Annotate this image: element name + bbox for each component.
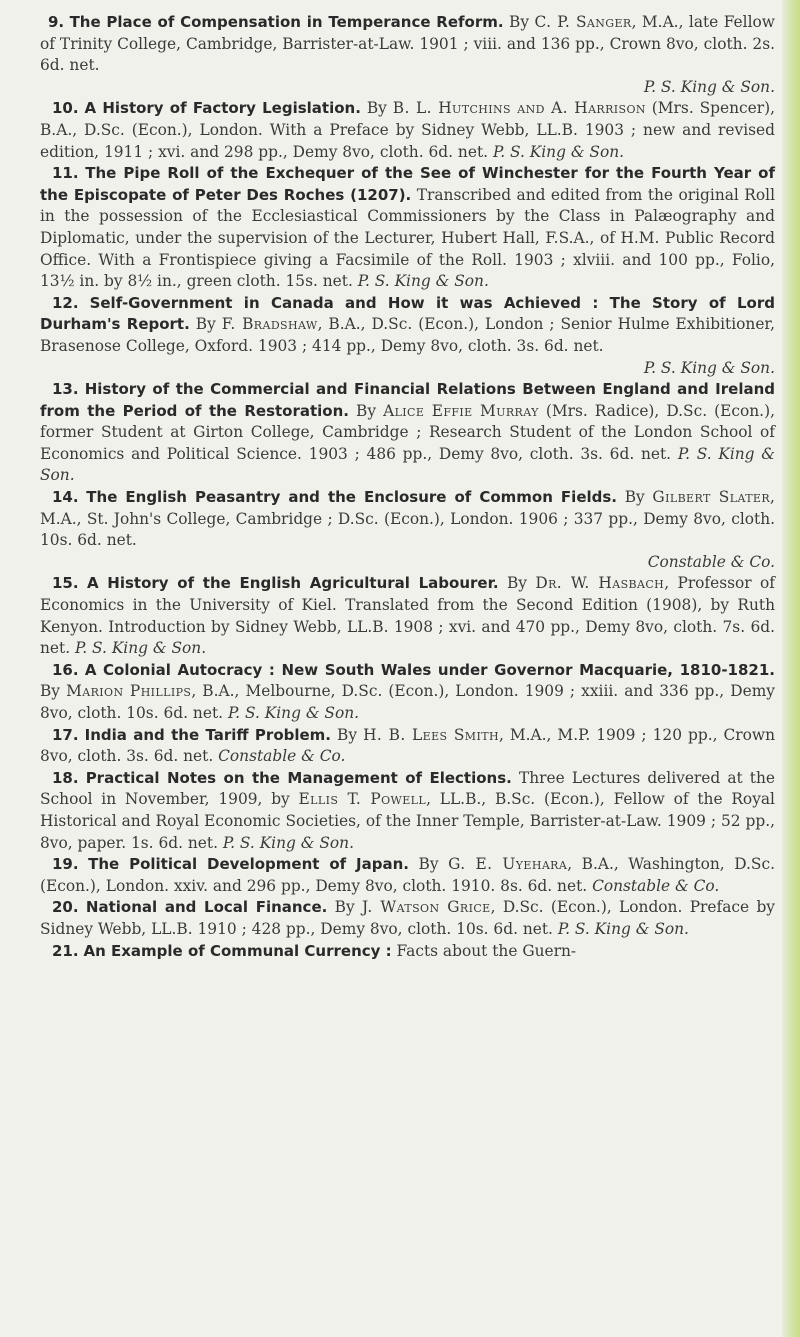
entry-publisher: P. S. King & Son. bbox=[357, 272, 489, 291]
entry-by: By bbox=[40, 682, 61, 701]
entry-number: 16. bbox=[52, 660, 79, 679]
entry-number: 19. bbox=[52, 855, 79, 874]
entry-details: , LL.B., B.Sc. (Econ.), Fellow of the Royal Historical and Royal Economic Societies, of the Inner Temple, Barrister-at-Law. 1909 ; 52 pp., 8vo, paper. 1s. 6d. net. bbox=[40, 790, 775, 852]
entry-author: F. Bradshaw bbox=[221, 315, 318, 334]
entry-publisher: P. S. King & Son. bbox=[40, 444, 775, 485]
entry-21 bbox=[40, 941, 775, 963]
entry-by: By bbox=[348, 401, 377, 420]
entry-details: (Mrs. Spencer), B.A., D.Sc. (Econ.), London. With a Preface by Sidney Webb, LL.B. 1903 ; new and revised edition, 1911 ; xvi. and 298 pp., Demy 8vo, cloth. 6d. net. bbox=[40, 99, 775, 161]
entry-number: 14. bbox=[52, 488, 79, 507]
entry-title: A History of the English Agricultural Labourer. bbox=[86, 574, 499, 593]
entry-number: 18. bbox=[52, 768, 79, 787]
entry-details: , B.A., D.Sc. (Econ.), London ; Senior Hulme Exhibitioner, Brasenose College, Oxford. 1903 ; 414 pp., Demy 8vo, cloth. 3s. 6d. net. bbox=[40, 315, 775, 355]
entry-number: 10. bbox=[52, 99, 79, 118]
entry-title: History of the Commercial and Financial Relations Between England and Ireland from the Period of the Restoration. bbox=[40, 380, 775, 420]
entry-title: Self-Government in Canada and How it was Achieved : The Story of Lord Durham's Report. bbox=[40, 293, 775, 334]
entry-20 bbox=[40, 897, 775, 940]
entry-details: Transcribed and edited from the original Roll in the possession of the Ecclesiastical Commissioners by the Class in Palæography and Diplomatic, under the supervision of the Lecturer, Hubert Hall, F.S.A., of H.M. Public Record Office. With a Frontispiece giving a Facsimile of the Roll. 1903 ; xlviii. and 100 pp., Folio, 13½ in. by 8½ in., green cloth. 15s. net. bbox=[40, 185, 775, 291]
entry-author: Marion Phillips bbox=[66, 682, 192, 701]
entry-number: 21. bbox=[52, 941, 79, 960]
entry-number: 17. bbox=[52, 725, 79, 744]
entry-title: The Political Development of Japan. bbox=[88, 855, 409, 874]
entry-by: By bbox=[498, 574, 527, 593]
entry-by: By bbox=[331, 725, 358, 744]
entry-by: By bbox=[617, 488, 645, 507]
entry-title: Practical Notes on the Management of Elections. bbox=[85, 768, 512, 787]
entry-author: Gilbert Slater bbox=[652, 488, 771, 507]
entry-title: An Example of Communal Currency : bbox=[83, 941, 392, 960]
entry-number: 15. bbox=[52, 574, 79, 593]
entry-details: , D.Sc. (Econ.), London. Preface by Sidney Webb, LL.B. 1910 ; 428 pp., Demy 8vo, cloth. 10s. 6d. net. bbox=[40, 898, 775, 938]
entry-by: By bbox=[327, 898, 355, 917]
entry-publisher: P. S. King & Son. bbox=[75, 639, 207, 658]
entry-19 bbox=[40, 854, 775, 897]
entry-10 bbox=[40, 98, 775, 163]
publication-list bbox=[40, 12, 775, 962]
entry-publisher: P. S. King & Son. bbox=[643, 358, 775, 377]
entry-publisher: Constable & Co. bbox=[218, 747, 346, 766]
entry-by: By bbox=[503, 13, 530, 31]
entry-9 bbox=[40, 12, 775, 98]
entry-by: By bbox=[408, 855, 439, 874]
entry-author: G. E. Uyehara bbox=[448, 855, 568, 874]
entry-14 bbox=[40, 487, 775, 573]
entry-author: Alice Effie Murray bbox=[383, 401, 539, 420]
entry-details: , M.A., M.P. 1909 ; 120 pp., Crown 8vo, cloth. 3s. 6d. net. bbox=[40, 725, 775, 766]
entry-18 bbox=[40, 768, 775, 854]
entry-number: 13. bbox=[52, 380, 79, 399]
entry-title: The Pipe Roll of the Exchequer of the See of Winchester for the Fourth Year of the Episcopate of Peter Des Roches (1207). bbox=[40, 164, 775, 204]
entry-details-pre: Three Lectures delivered at the School in November, 1909, by bbox=[40, 768, 775, 809]
entry-title: The English Peasantry and the Enclosure of Common Fields. bbox=[86, 488, 617, 507]
entry-publisher: P. S. King & Son. bbox=[227, 704, 360, 722]
entry-publisher: P. S. King & Son. bbox=[643, 77, 775, 96]
entry-author: B. L. Hutchins and A. Harrison bbox=[392, 99, 646, 118]
entry-title: A Colonial Autocracy : New South Wales under Governor Macquarie, 1810-1821. bbox=[84, 660, 775, 679]
entry-15 bbox=[40, 573, 775, 659]
entry-11 bbox=[40, 163, 775, 293]
entry-author: J. Watson Grice bbox=[362, 898, 491, 917]
entry-publisher: P. S. King & Son. bbox=[557, 919, 689, 938]
page-edge bbox=[782, 0, 800, 1337]
entry-17 bbox=[40, 725, 775, 768]
entry-title: India and the Tariff Problem. bbox=[84, 725, 332, 744]
entry-details: , M.A., St. John's College, Cambridge ; D.Sc. (Econ.), London. 1906 ; 337 pp., Demy 8vo, cloth. 10s. 6d. net. bbox=[40, 488, 775, 550]
entry-author: H. B. Lees Smith bbox=[363, 725, 499, 744]
entry-16 bbox=[40, 660, 775, 725]
entry-by: By bbox=[360, 99, 387, 118]
entry-title: A History of Factory Legislation. bbox=[84, 99, 361, 118]
entry-title: The Place of Compensation in Temperance Reform. bbox=[69, 13, 504, 31]
entry-details: , B.A., Melbourne, D.Sc. (Econ.), London. 1909 ; xxiii. and 336 pp., Demy 8vo, cloth. 10s. 6d. net. bbox=[40, 682, 775, 722]
entry-details: Facts about the Guern- bbox=[391, 941, 577, 960]
entry-number: 20. bbox=[52, 898, 79, 917]
entry-details: (Mrs. Radice), D.Sc. (Econ.), former Student at Girton College, Cambridge ; Research Student of the London School of Economics and Political Science. 1903 ; 486 pp., Demy 8vo, cloth. 3s. 6d. net. bbox=[40, 401, 775, 463]
entry-number: 9. bbox=[48, 13, 65, 31]
entry-number: 12. bbox=[52, 293, 79, 312]
entry-publisher: Constable & Co. bbox=[647, 552, 775, 571]
entry-author: C. P. Sanger bbox=[534, 13, 632, 31]
entry-number: 11. bbox=[52, 164, 79, 183]
entry-12 bbox=[40, 293, 775, 379]
entry-author: Dr. W. Hasbach bbox=[535, 574, 665, 593]
entry-author: Ellis T. Powell bbox=[298, 790, 427, 809]
entry-publisher: P. S. King & Son. bbox=[222, 833, 354, 852]
entry-details: , M.A., late Fellow of Trinity College, Cambridge, Barrister-at-Law. 1901 ; viii. and 136 pp., Crown 8vo, cloth. 2s. 6d. net. bbox=[40, 13, 775, 75]
entry-title: National and Local Finance. bbox=[85, 898, 328, 917]
entry-publisher: P. S. King & Son. bbox=[492, 142, 625, 161]
entry-publisher: Constable & Co. bbox=[592, 876, 720, 895]
entry-details: , B.A., Washington, D.Sc. (Econ.), London. xxiv. and 296 pp., Demy 8vo, cloth. 1910. 8s. 6d. net. bbox=[40, 855, 775, 895]
entry-13 bbox=[40, 379, 775, 487]
entry-details: , Professor of Economics in the University of Kiel. Translated from the Second Edition (1908), by Ruth Kenyon. Introduction by Sidney Webb, LL.B. 1908 ; xvi. and 470 pp., Demy 8vo, cloth. 7s. 6d. net. bbox=[40, 574, 776, 658]
entry-by: By bbox=[189, 315, 216, 334]
